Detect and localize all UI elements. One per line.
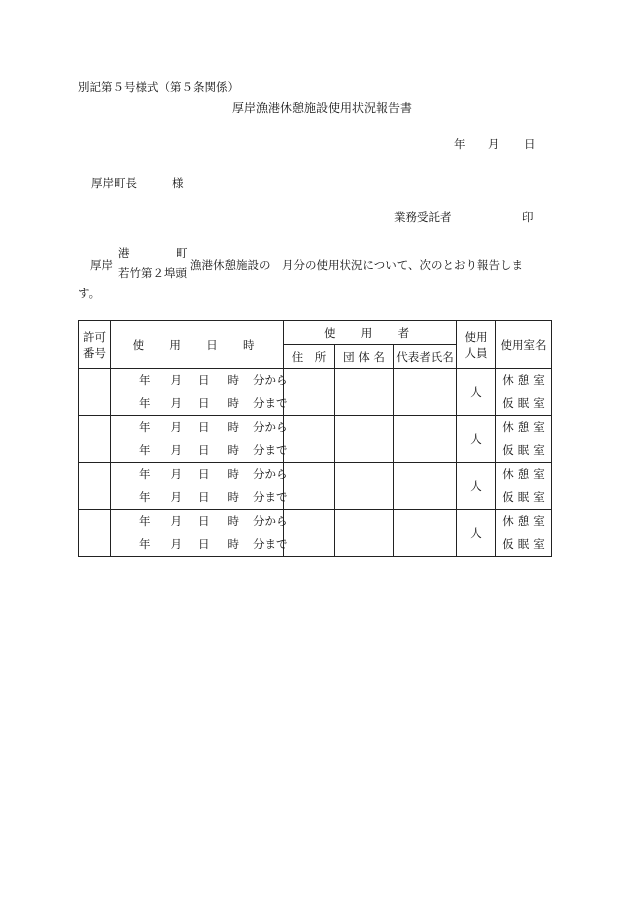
permit-number-cell[interactable]	[79, 416, 111, 463]
people-count-cell[interactable]	[457, 416, 496, 463]
room-name-cell[interactable]	[496, 463, 552, 510]
usage-datetime-cell[interactable]	[111, 416, 288, 463]
from-minute: 分から	[253, 467, 288, 481]
people-unit: 人	[470, 385, 482, 399]
header-user: 使 用 者	[284, 321, 457, 345]
room-name-cell[interactable]	[496, 369, 552, 416]
from-month: 月	[170, 373, 182, 387]
room-nap: 仮眠室	[502, 537, 549, 551]
to-year: 年	[139, 537, 151, 551]
header-people-count: 使用 人員	[457, 321, 496, 369]
room-nap: 仮眠室	[502, 396, 549, 410]
to-year: 年	[139, 443, 151, 457]
place-name: 厚岸	[90, 258, 113, 272]
header-representative: 代表者氏名	[394, 345, 457, 369]
to-hour: 時	[227, 396, 239, 410]
people-unit: 人	[470, 432, 482, 446]
room-rest: 休憩室	[502, 514, 549, 528]
from-minute: 分から	[253, 420, 288, 434]
room-rest: 休憩室	[502, 467, 549, 481]
room-nap: 仮眠室	[502, 490, 549, 504]
to-month: 月	[170, 396, 182, 410]
from-year: 年	[139, 514, 151, 528]
usage-from-line	[111, 510, 288, 533]
from-hour: 時	[227, 373, 239, 387]
usage-to-line	[111, 533, 288, 556]
to-hour: 時	[227, 490, 239, 504]
table-row	[79, 463, 552, 510]
usage-datetime-cell[interactable]	[111, 369, 288, 416]
people-unit: 人	[470, 526, 482, 540]
usage-report-table	[78, 320, 552, 557]
address-cell[interactable]	[284, 510, 335, 557]
room-nap: 仮眠室	[502, 443, 549, 457]
from-month: 月	[170, 467, 182, 481]
form-label: 別記第５号様式（第５条関係）	[78, 80, 239, 94]
room-rest: 休憩室	[502, 373, 549, 387]
to-day: 日	[198, 443, 210, 457]
date-year: 年	[454, 137, 466, 151]
room-rest: 休憩室	[502, 420, 549, 434]
date-month: 月	[488, 137, 500, 151]
people-count-cell[interactable]	[457, 510, 496, 557]
permit-number-cell[interactable]	[79, 369, 111, 416]
usage-to-line	[111, 439, 288, 462]
table-row	[79, 416, 552, 463]
usage-from-line	[111, 416, 288, 439]
representative-cell[interactable]	[394, 369, 457, 416]
from-month: 月	[170, 514, 182, 528]
header-usage-datetime: 使 用 日 時	[111, 321, 284, 369]
permit-number-cell[interactable]	[79, 510, 111, 557]
body-sentence: 漁港休憩施設の 月分の使用状況について、次のとおり報告しま	[190, 258, 524, 272]
addressee-honorific: 様	[172, 176, 184, 190]
contractor-label: 業務受託者	[394, 210, 452, 224]
from-hour: 時	[227, 514, 239, 528]
from-hour: 時	[227, 420, 239, 434]
group-name-cell[interactable]	[335, 416, 394, 463]
from-day: 日	[198, 420, 210, 434]
to-hour: 時	[227, 537, 239, 551]
to-day: 日	[198, 490, 210, 504]
from-day: 日	[198, 514, 210, 528]
from-minute: 分から	[253, 373, 288, 387]
to-year: 年	[139, 490, 151, 504]
port-name-top: 港	[118, 246, 130, 260]
people-unit: 人	[470, 479, 482, 493]
from-month: 月	[170, 420, 182, 434]
from-day: 日	[198, 467, 210, 481]
header-address: 住 所	[284, 345, 335, 369]
to-minute: 分まで	[253, 396, 288, 410]
port-name-bottom: 若竹第２埠頭	[118, 266, 187, 280]
group-name-cell[interactable]	[335, 510, 394, 557]
from-year: 年	[139, 373, 151, 387]
address-cell[interactable]	[284, 416, 335, 463]
body-sentence-end: す。	[78, 286, 101, 300]
from-minute: 分から	[253, 514, 288, 528]
from-year: 年	[139, 467, 151, 481]
address-cell[interactable]	[284, 463, 335, 510]
address-cell[interactable]	[284, 369, 335, 416]
to-month: 月	[170, 490, 182, 504]
addressee-name: 厚岸町長	[91, 176, 137, 190]
from-hour: 時	[227, 467, 239, 481]
table-row	[79, 510, 552, 557]
room-name-cell[interactable]	[496, 416, 552, 463]
from-day: 日	[198, 373, 210, 387]
to-minute: 分まで	[253, 537, 288, 551]
representative-cell[interactable]	[394, 463, 457, 510]
seal-mark: 印	[522, 210, 534, 224]
usage-to-line	[111, 486, 288, 509]
to-minute: 分まで	[253, 443, 288, 457]
group-name-cell[interactable]	[335, 369, 394, 416]
people-count-cell[interactable]	[457, 369, 496, 416]
to-day: 日	[198, 537, 210, 551]
permit-number-cell[interactable]	[79, 463, 111, 510]
usage-datetime-cell[interactable]	[111, 510, 288, 557]
to-year: 年	[139, 396, 151, 410]
date-day: 日	[524, 137, 536, 151]
room-name-cell[interactable]	[496, 510, 552, 557]
representative-cell[interactable]	[394, 416, 457, 463]
to-day: 日	[198, 396, 210, 410]
usage-from-line	[111, 369, 288, 392]
town-name-top: 町	[176, 246, 188, 260]
usage-from-line	[111, 463, 288, 486]
to-hour: 時	[227, 443, 239, 457]
document-title: 厚岸漁港休憩施設使用状況報告書	[232, 101, 413, 115]
representative-cell[interactable]	[394, 510, 457, 557]
header-group-name: 団 体 名	[335, 345, 394, 369]
header-room-name: 使用室名	[496, 321, 552, 369]
group-name-cell[interactable]	[335, 463, 394, 510]
people-count-cell[interactable]	[457, 463, 496, 510]
header-permit-number: 許可 番号	[79, 321, 111, 369]
usage-datetime-cell[interactable]	[111, 463, 288, 510]
usage-to-line	[111, 392, 288, 415]
table-row	[79, 369, 552, 416]
to-minute: 分まで	[253, 490, 288, 504]
to-month: 月	[170, 537, 182, 551]
from-year: 年	[139, 420, 151, 434]
to-month: 月	[170, 443, 182, 457]
